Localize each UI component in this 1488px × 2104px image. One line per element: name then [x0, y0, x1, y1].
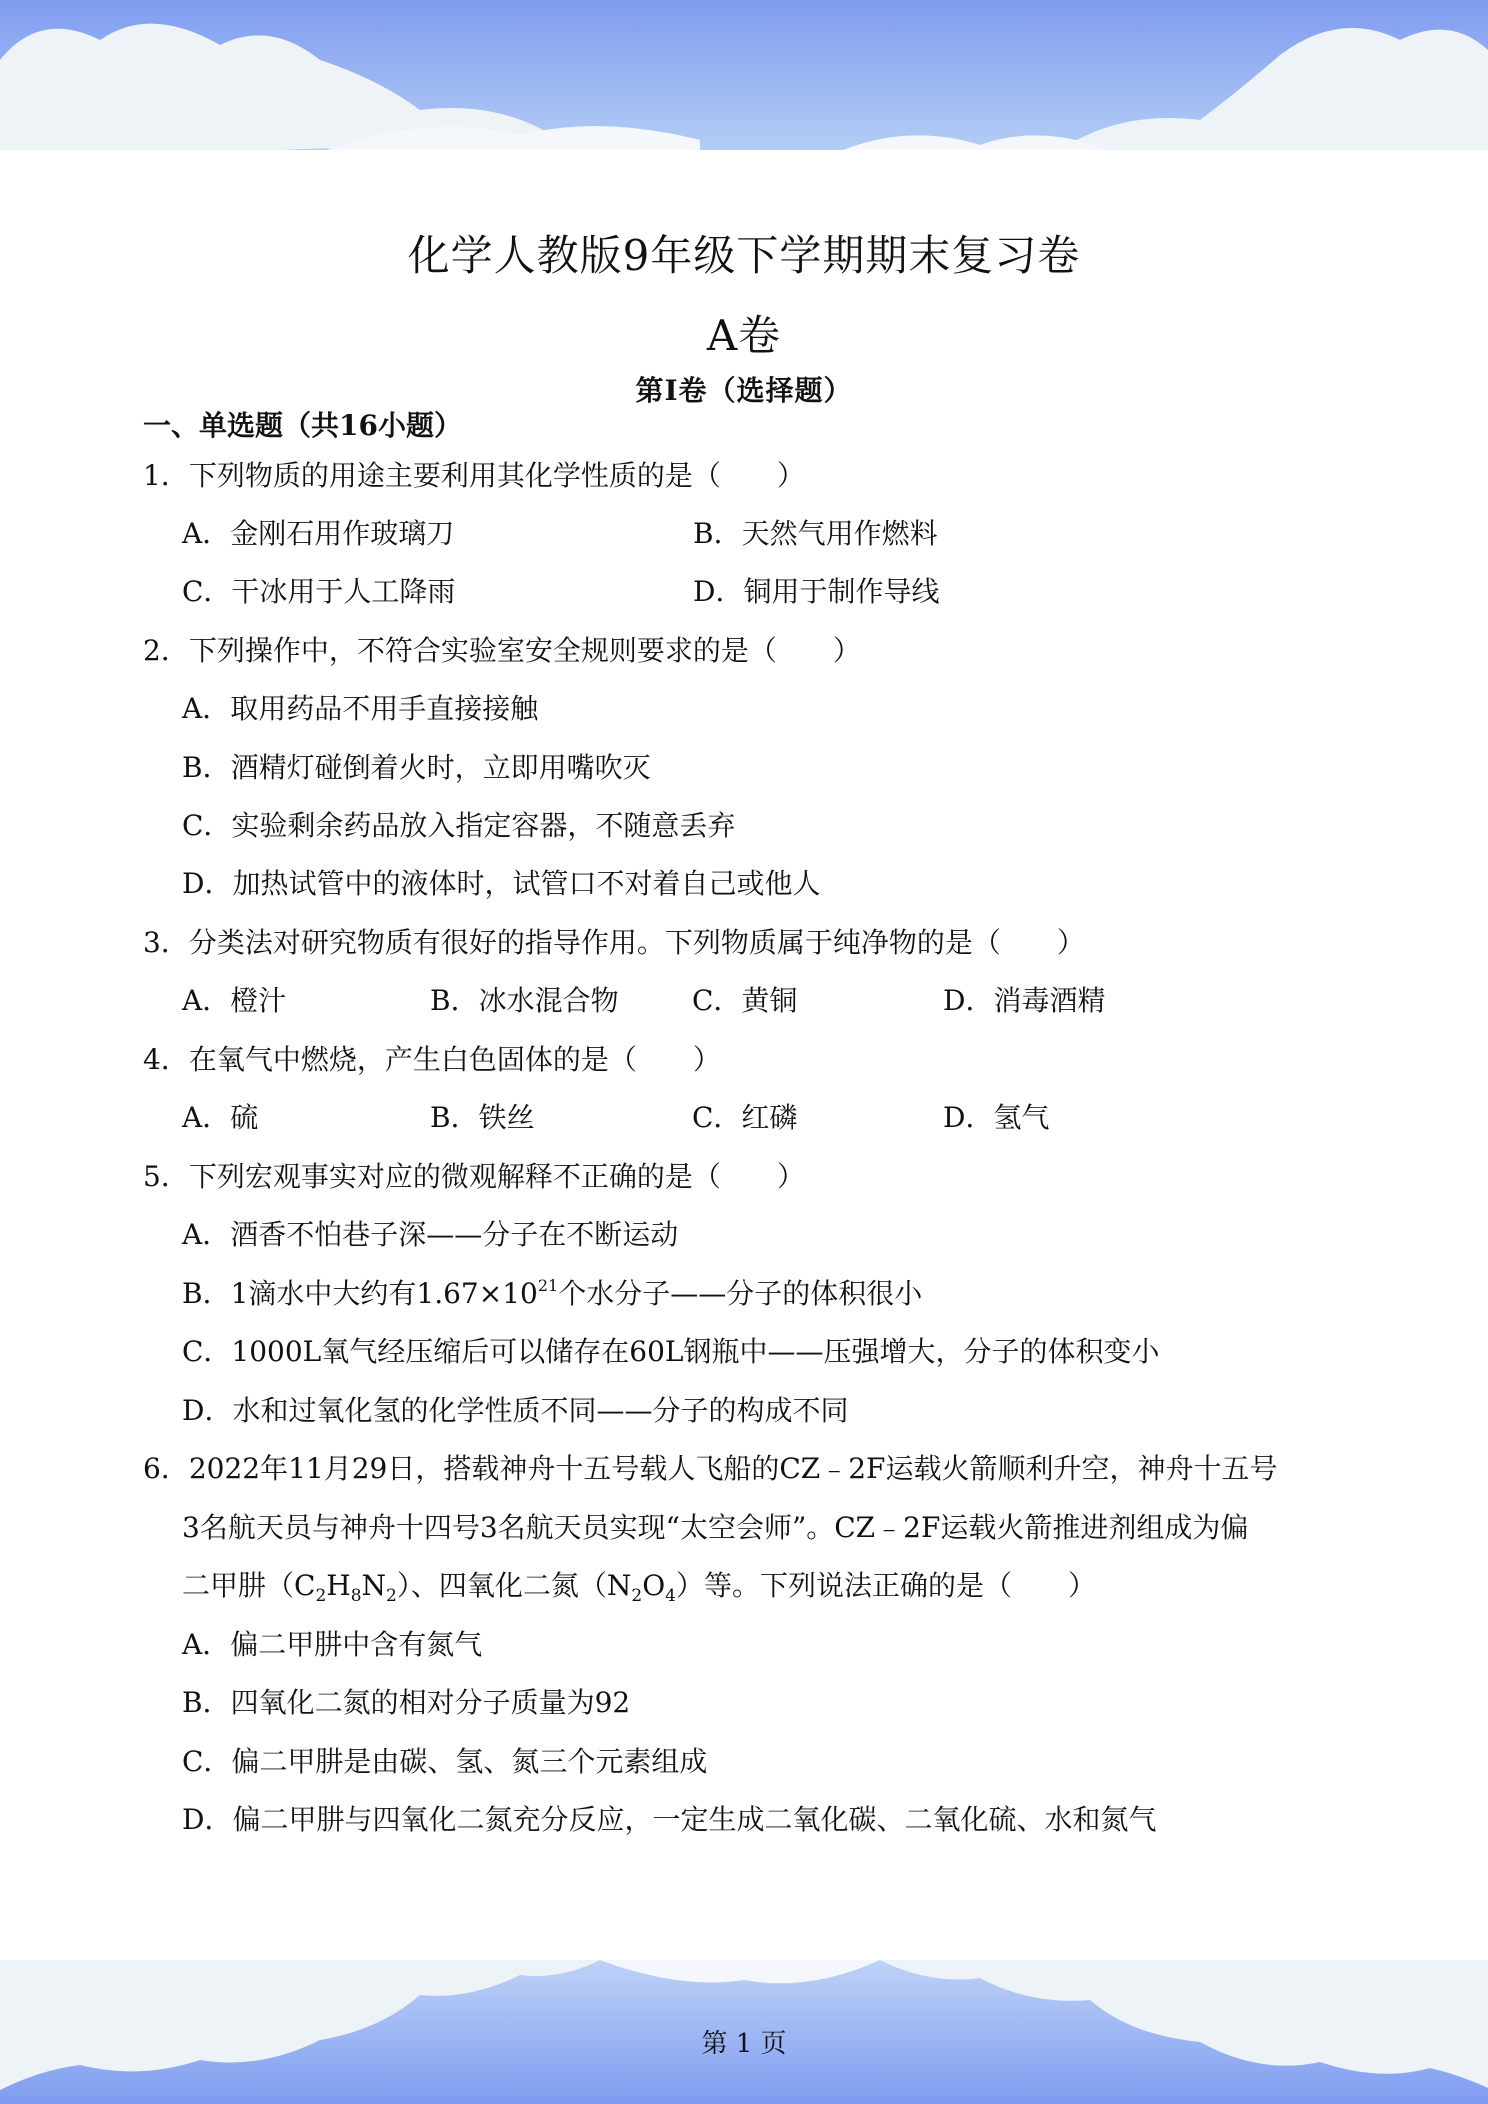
header-cloud-banner: [0, 0, 1488, 160]
question-5-option-d: D．水和过氧化氢的化学性质不同——分子的构成不同: [182, 1394, 849, 1427]
question-6-option-d: D．偏二甲肼与四氧化二氮充分反应，一定生成二氧化碳、二氧化硫、水和氮气: [182, 1803, 1157, 1836]
exam-title: 化学人教版9年级下学期期末复习卷: [407, 231, 1081, 280]
question-5-stem: 5．下列宏观事实对应的微观解释不正确的是（ ）: [143, 1160, 805, 1193]
exponent: 21: [537, 1276, 559, 1295]
question-6-stem-line-3: 二甲肼$(C_2H_8N_2)$、四氧化二氮$(N_2O_4)$等。下列说法正确的是（ ）: [182, 1569, 1096, 1606]
question-2-option-d: D．加热试管中的液体时，试管口不对着自己或他人: [182, 867, 821, 900]
question-3-option-b: B．冰水混合物: [430, 984, 619, 1017]
paper-label: A卷: [706, 311, 782, 360]
question-4-option-d: D．氢气: [943, 1101, 1050, 1134]
question-6-option-a: A．偏二甲肼中含有氮气: [182, 1628, 483, 1661]
question-2-option-a: A．取用药品不用手直接接触: [182, 692, 539, 725]
question-3-option-a: A．橙汁: [182, 984, 287, 1017]
question-6-stem-line-2: 3名航天员与神舟十四号3名航天员实现“太空会师”。CZ﹣2F运载火箭推进剂组成为偏: [182, 1511, 1249, 1544]
question-1-option-b: B．天然气用作燃料: [693, 517, 938, 550]
page-number: 第 1 页: [701, 2029, 787, 2059]
part-label: 第I卷（选择题）: [635, 374, 853, 407]
question-2-stem: 2．下列操作中，不符合实验室安全规则要求的是（ ）: [143, 634, 861, 667]
question-4-option-b: B．铁丝: [430, 1101, 535, 1134]
question-2-option-c: C．实验剩余药品放入指定容器，不随意丢弃: [182, 809, 736, 842]
question-4-option-a: A．硫: [182, 1101, 259, 1134]
question-1-stem: 1．下列物质的用途主要利用其化学性质的是（ ）: [143, 459, 805, 492]
question-4-option-c: C．红磷: [692, 1101, 798, 1134]
section-heading: 一、单选题（共16小题）: [143, 409, 462, 442]
question-5-option-a: A．酒香不怕巷子深——分子在不断运动: [182, 1218, 679, 1251]
question-6-stem-line-1: 6．2022年11月29日，搭载神舟十五号载人飞船的CZ﹣2F运载火箭顺利升空，神舟十五号: [143, 1452, 1278, 1485]
question-4-stem: 4．在氧气中燃烧，产生白色固体的是（ ）: [143, 1043, 721, 1076]
question-3-option-c: C．黄铜: [692, 984, 798, 1017]
question-5-option-c: C．1000L氧气经压缩后可以储存在60L钢瓶中——压强增大，分子的体积变小: [182, 1335, 1160, 1368]
question-2-option-b: B．酒精灯碰倒着火时，立即用嘴吹灭: [182, 751, 651, 784]
question-1-option-d: D．铜用于制作导线: [693, 575, 940, 608]
question-6-option-b: B．四氧化二氮的相对分子质量为92: [182, 1686, 631, 1719]
question-3-option-d: D．消毒酒精: [943, 984, 1106, 1017]
question-6-option-c: C．偏二甲肼是由碳、氢、氮三个元素组成: [182, 1745, 708, 1778]
question-5-option-b: B．1滴水中大约有$1.67\times 10^{21}$个水分子——分子的体积很小: [182, 1276, 923, 1310]
question-1-option-c: C．干冰用于人工降雨: [182, 575, 456, 608]
question-1-option-a: A．金刚石用作玻璃刀: [182, 517, 455, 550]
question-3-stem: 3．分类法对研究物质有很好的指导作用。下列物质属于纯净物的是（ ）: [143, 926, 1085, 959]
